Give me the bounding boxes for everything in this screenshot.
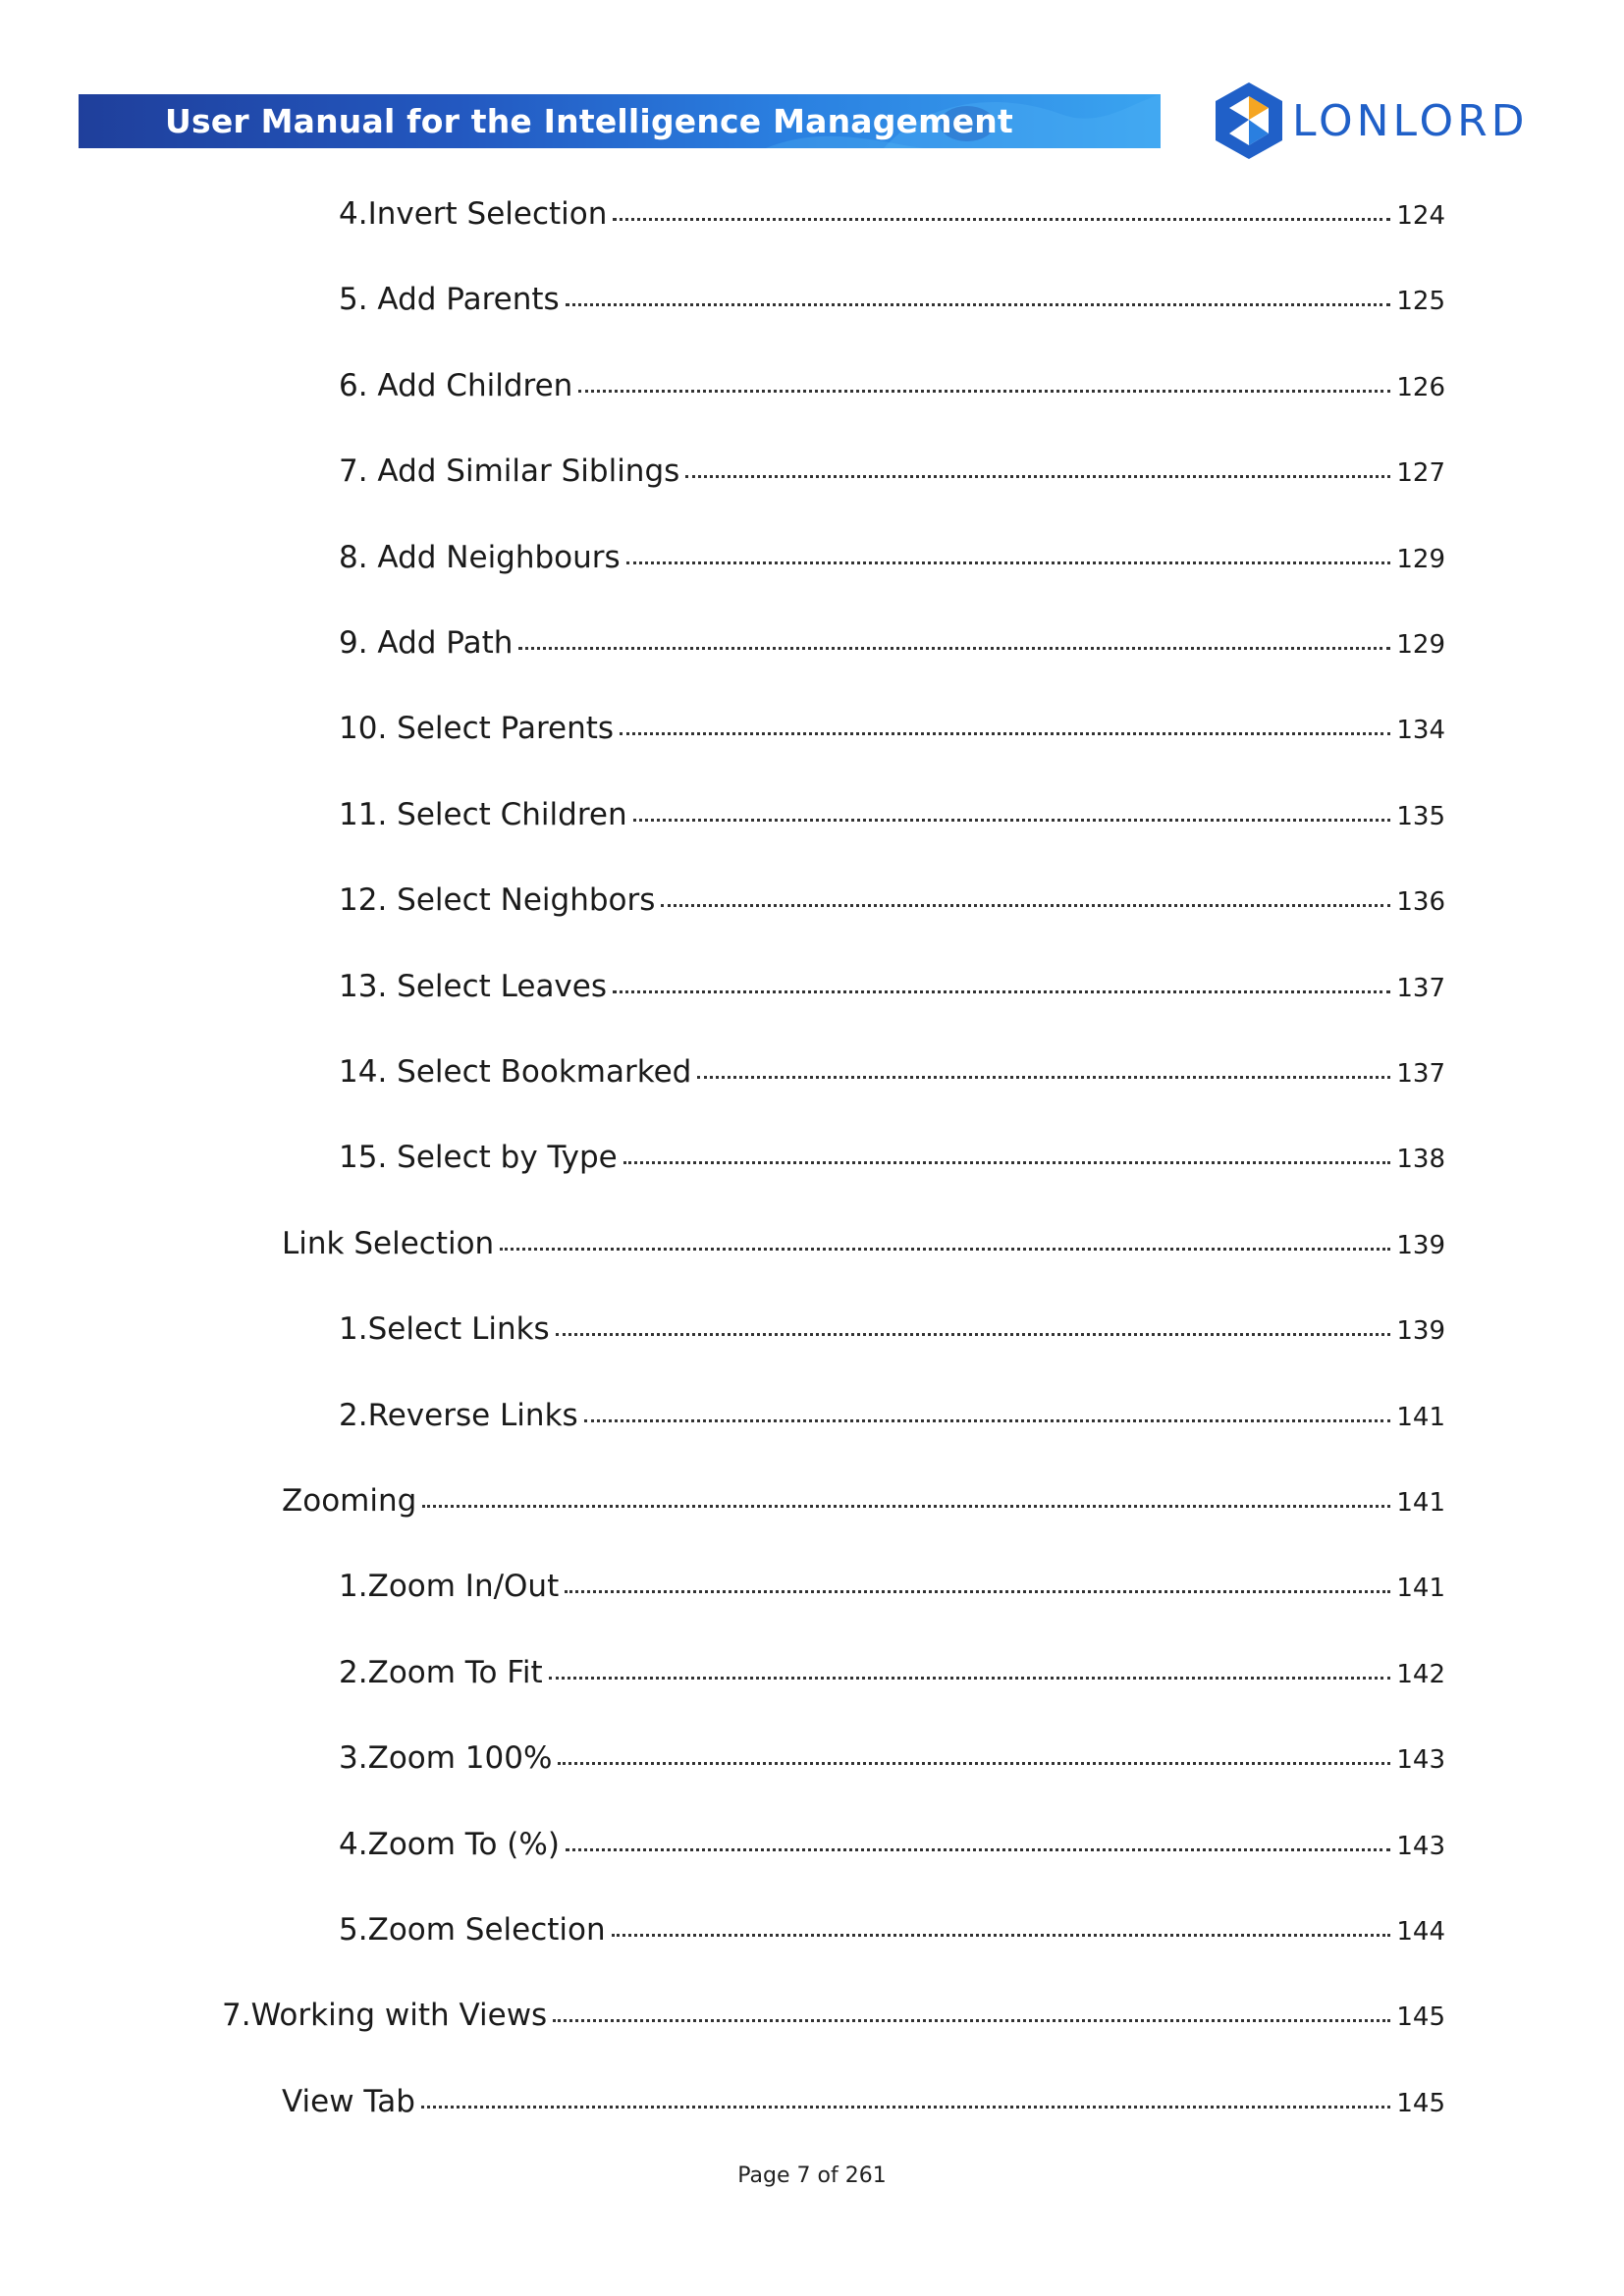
toc-entry-title: 9. Add Path [339,625,514,661]
toc-entry[interactable] [339,1827,1445,1870]
toc-dot-leader [697,1076,1390,1079]
toc-entry-page: 127 [1396,458,1445,489]
toc-entry-page: 135 [1396,801,1445,831]
toc-entry-title: 2.Zoom To Fit [339,1654,543,1690]
toc-entry-title: Link Selection [282,1225,495,1261]
toc-entry-title: 13. Select Leaves [339,968,608,1004]
toc-entry[interactable] [339,882,1445,926]
toc-entry[interactable] [222,1998,1445,2041]
toc-entry[interactable] [339,1054,1445,1097]
toc-entry-page: 145 [1396,2088,1445,2118]
toc-dot-leader [558,1762,1390,1765]
toc-entry[interactable] [282,2084,1445,2127]
toc-entry[interactable] [282,1226,1445,1269]
toc-dot-leader [685,475,1390,478]
toc-entry-title: View Tab [282,2083,415,2119]
toc-entry[interactable] [282,1483,1445,1526]
toc-entry-title: 7.Working with Views [222,1998,548,2034]
toc-entry-title: Zooming [282,1483,417,1519]
toc-dot-leader [500,1248,1390,1251]
hexagon-logo-icon [1210,79,1288,163]
toc-entry-title: 5. Add Parents [339,282,560,318]
toc-entry[interactable] [339,1398,1445,1441]
toc-dot-leader [661,904,1390,907]
toc-dot-leader [565,1590,1390,1593]
toc-entry-page: 141 [1396,1402,1445,1432]
toc-entry-page: 143 [1396,1745,1445,1776]
toc-entry-page: 142 [1396,1659,1445,1689]
toc-dot-leader [584,1419,1391,1422]
toc-dot-leader [566,1848,1390,1851]
toc-entry[interactable] [339,1655,1445,1698]
toc-entry[interactable] [339,1912,1445,1955]
toc-entry[interactable] [339,711,1445,754]
toc-dot-leader [620,732,1390,735]
toc-entry-title: 2.Reverse Links [339,1397,578,1433]
toc-entry-page: 139 [1396,1316,1445,1347]
toc-entry-page: 124 [1396,201,1445,231]
toc-entry-title: 8. Add Neighbours [339,539,621,575]
toc-dot-leader [422,1505,1390,1508]
toc-entry-title: 14. Select Bookmarked [339,1054,692,1090]
toc-entry-page: 125 [1396,287,1445,317]
toc-entry-title: 5.Zoom Selection [339,1912,606,1948]
toc-entry[interactable] [339,969,1445,1012]
toc-entry-title: 12. Select Neighbors [339,882,656,919]
toc-dot-leader [553,2019,1390,2022]
toc-entry-page: 137 [1396,973,1445,1003]
toc-entry[interactable] [339,282,1445,325]
toc-dot-leader [518,647,1390,650]
header-bar [79,94,1161,194]
toc-entry-title: 1.Select Links [339,1311,550,1348]
toc-entry[interactable] [339,1569,1445,1612]
toc-entry-page: 143 [1396,1831,1445,1861]
toc-entry[interactable] [339,1740,1445,1784]
toc-entry-page: 137 [1396,1059,1445,1089]
toc-entry-page: 138 [1396,1145,1445,1175]
toc-dot-leader [613,218,1390,221]
toc-dot-leader [421,2106,1390,2109]
toc-dot-leader [626,561,1391,564]
toc-entry-page: 136 [1396,887,1445,918]
toc-entry[interactable] [339,196,1445,240]
logo-wordmark: LONLORD [1292,96,1529,146]
toc-entry-title: 11. Select Children [339,796,627,832]
toc-entry[interactable] [339,368,1445,411]
toc-entry-title: 7. Add Similar Siblings [339,454,680,490]
toc-entry-title: 4.Invert Selection [339,196,608,232]
toc-entry-page: 144 [1396,1917,1445,1947]
toc-entry-title: 3.Zoom 100% [339,1740,553,1777]
page-number: Page 7 of 261 [737,2163,887,2188]
toc-entry[interactable] [339,797,1445,840]
toc-entry-page: 141 [1396,1574,1445,1604]
toc-dot-leader [633,819,1391,822]
toc-entry[interactable] [339,625,1445,668]
toc-dot-leader [549,1677,1391,1680]
toc-entry[interactable] [339,454,1445,497]
toc-entry-title: 1.Zoom In/Out [339,1569,560,1605]
brand-logo [1210,79,1563,163]
toc-dot-leader [578,390,1390,393]
toc-entry[interactable] [339,1140,1445,1183]
toc-entry[interactable] [339,540,1445,583]
toc-entry-page: 129 [1396,630,1445,660]
toc-entry-page: 141 [1396,1488,1445,1518]
toc-dot-leader [556,1333,1391,1336]
toc-entry-page: 139 [1396,1230,1445,1260]
toc-entry-title: 4.Zoom To (%) [339,1826,560,1862]
toc-entry-page: 145 [1396,2002,1445,2033]
toc-entry-page: 126 [1396,372,1445,402]
toc-entry-title: 6. Add Children [339,367,573,403]
toc-dot-leader [613,990,1390,993]
toc-entry-page: 129 [1396,544,1445,574]
toc-entry-page: 134 [1396,716,1445,746]
toc-entry-title: 15. Select by Type [339,1140,618,1176]
toc-entry[interactable] [339,1311,1445,1355]
toc-dot-leader [566,303,1391,306]
toc-entry-title: 10. Select Parents [339,711,615,747]
toc-dot-leader [612,1934,1391,1937]
toc-dot-leader [623,1161,1391,1164]
document-title: User Manual for the Intelligence Management System [165,102,1013,194]
